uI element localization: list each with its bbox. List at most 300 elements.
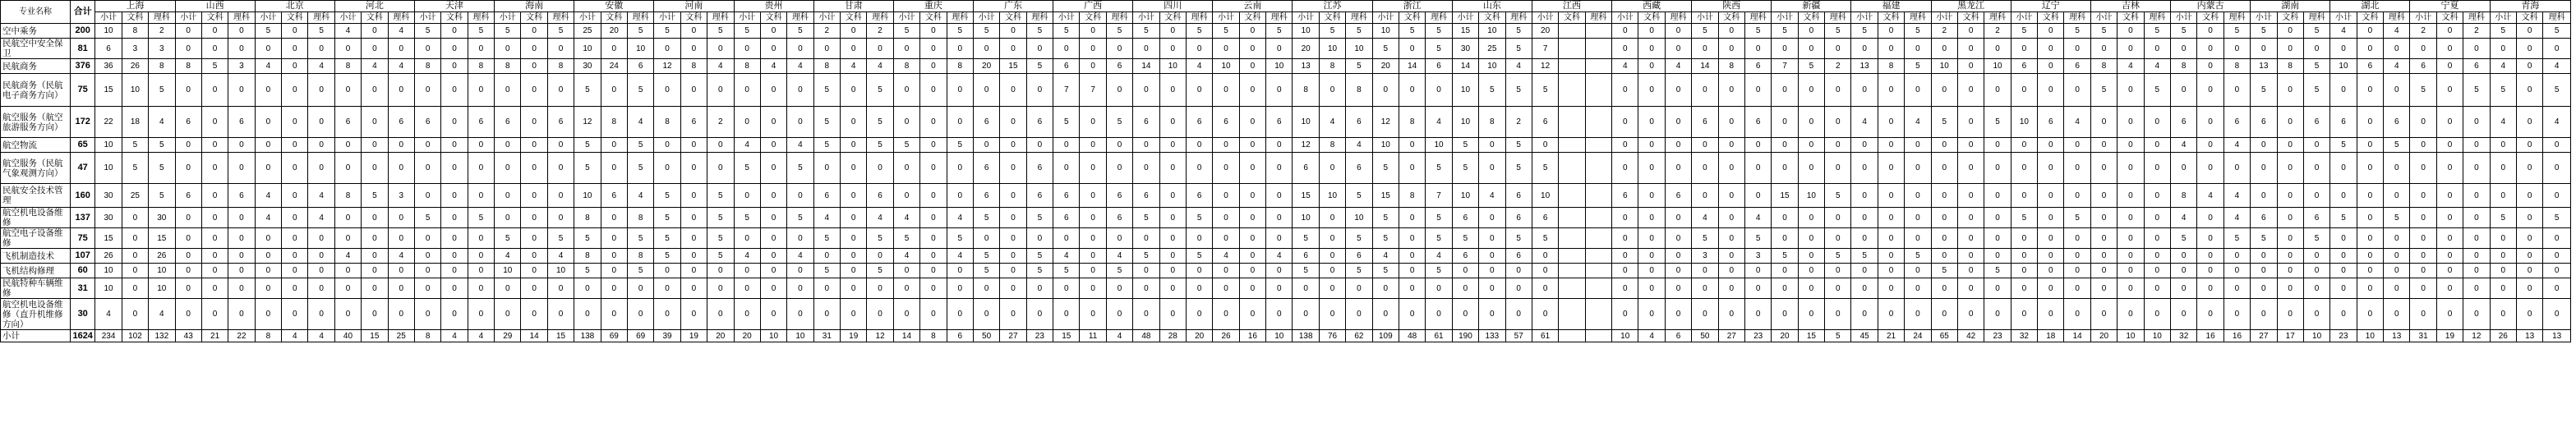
quota-cell: 8 <box>334 59 361 74</box>
quota-cell: 0 <box>468 249 494 264</box>
quota-cell: 0 <box>1159 107 1186 138</box>
quota-cell: 0 <box>201 278 228 299</box>
quota-cell <box>1559 59 1585 74</box>
quota-cell: 6 <box>1505 184 1532 208</box>
quota-cell: 0 <box>2197 264 2223 278</box>
quota-cell: 0 <box>893 153 919 184</box>
quota-cell: 5 <box>654 228 680 249</box>
quota-cell: 0 <box>2038 59 2064 74</box>
quota-cell: 5 <box>947 228 973 249</box>
quota-cell: 62 <box>1346 330 1372 342</box>
quota-cell: 5 <box>2303 59 2329 74</box>
quota-cell: 4 <box>2171 208 2197 228</box>
quota-cell: 4 <box>1186 59 1212 74</box>
quota-cell: 0 <box>1426 278 1452 299</box>
quota-cell: 2 <box>2463 24 2490 39</box>
quota-cell: 0 <box>2277 249 2303 264</box>
province-header: 安徽 <box>574 1 654 12</box>
quota-cell: 0 <box>2090 184 2117 208</box>
quota-cell: 5 <box>973 264 999 278</box>
subcolumn-header: 小计 <box>1293 12 1319 24</box>
quota-cell: 4 <box>1426 249 1452 264</box>
subcolumn-header: 文科 <box>441 12 468 24</box>
subcolumn-header: 理科 <box>2543 12 2571 24</box>
quota-cell: 0 <box>1878 208 1904 228</box>
quota-cell: 0 <box>1905 138 1931 153</box>
quota-cell: 0 <box>1159 138 1186 153</box>
quota-cell: 0 <box>2516 153 2542 184</box>
province-header: 天津 <box>414 1 494 12</box>
quota-cell: 0 <box>734 39 760 59</box>
subcolumn-header: 小计 <box>1851 12 1878 24</box>
quota-cell: 0 <box>2490 249 2516 264</box>
subcolumn-header: 小计 <box>2171 12 2197 24</box>
quota-cell: 0 <box>1718 39 1744 59</box>
quota-cell: 0 <box>2384 264 2410 278</box>
province-header: 山西 <box>175 1 255 12</box>
quota-cell: 0 <box>282 228 308 249</box>
quota-cell: 0 <box>1106 299 1132 330</box>
quota-cell: 0 <box>2463 228 2490 249</box>
quota-cell: 0 <box>2117 153 2144 184</box>
quota-cell: 0 <box>1931 39 1957 59</box>
quota-cell: 0 <box>2277 228 2303 249</box>
quota-cell: 5 <box>1346 24 1372 39</box>
quota-cell: 0 <box>2490 153 2516 184</box>
quota-cell: 0 <box>2011 39 2037 59</box>
quota-cell: 0 <box>601 39 627 59</box>
major-total: 65 <box>71 138 95 153</box>
major-total: 172 <box>71 107 95 138</box>
quota-cell: 0 <box>1239 299 1265 330</box>
quota-cell: 0 <box>2303 39 2329 59</box>
quota-cell: 0 <box>1665 138 1691 153</box>
quota-cell: 0 <box>760 208 786 228</box>
quota-cell: 0 <box>414 184 440 208</box>
quota-cell: 0 <box>2011 249 2037 264</box>
quota-cell: 0 <box>1798 39 1824 59</box>
quota-cell: 0 <box>1772 228 1798 249</box>
quota-cell: 0 <box>734 278 760 299</box>
quota-cell: 0 <box>282 107 308 138</box>
quota-cell: 5 <box>255 24 281 39</box>
quota-cell: 0 <box>1239 59 1265 74</box>
quota-cell: 0 <box>441 24 468 39</box>
quota-cell: 0 <box>707 153 734 184</box>
quota-cell: 5 <box>574 138 601 153</box>
quota-cell: 0 <box>2463 153 2490 184</box>
quota-cell: 0 <box>841 264 867 278</box>
quota-cell: 0 <box>468 138 494 153</box>
quota-cell: 5 <box>787 153 813 184</box>
quota-cell: 0 <box>1931 74 1957 107</box>
quota-cell: 8 <box>2090 59 2117 74</box>
quota-cell: 0 <box>1984 208 2011 228</box>
major-header: 专业名称 <box>1 1 71 24</box>
quota-cell: 0 <box>2543 299 2571 330</box>
quota-cell: 0 <box>2516 107 2542 138</box>
quota-cell: 0 <box>2543 138 2571 153</box>
quota-cell: 0 <box>2090 278 2117 299</box>
subtotal-row <box>1 330 2571 342</box>
quota-cell: 0 <box>521 107 547 138</box>
quota-cell: 0 <box>521 59 547 74</box>
quota-cell: 5 <box>201 59 228 74</box>
quota-cell: 0 <box>2410 208 2436 228</box>
quota-cell: 31 <box>813 330 840 342</box>
quota-cell: 0 <box>2011 184 2037 208</box>
quota-cell: 0 <box>2516 249 2542 264</box>
quota-cell: 5 <box>707 228 734 249</box>
quota-cell: 2 <box>149 24 175 39</box>
quota-cell: 0 <box>1080 153 1106 184</box>
quota-cell: 0 <box>2117 39 2144 59</box>
quota-cell: 0 <box>1505 299 1532 330</box>
quota-cell: 0 <box>2223 278 2250 299</box>
subcolumn-header: 小计 <box>495 12 521 24</box>
quota-cell: 0 <box>2490 39 2516 59</box>
quota-cell: 0 <box>2223 153 2250 184</box>
quota-cell: 5 <box>1452 153 1478 184</box>
quota-cell <box>1559 24 1585 39</box>
quota-cell: 5 <box>947 24 973 39</box>
quota-cell: 8 <box>893 59 919 74</box>
quota-cell: 69 <box>627 330 653 342</box>
quota-cell: 0 <box>947 184 973 208</box>
subcolumn-header: 小计 <box>414 12 440 24</box>
quota-cell: 0 <box>734 264 760 278</box>
quota-cell: 0 <box>1851 39 1878 59</box>
quota-cell: 0 <box>1053 299 1080 330</box>
subcolumn-header: 理科 <box>1744 12 1771 24</box>
quota-cell: 6 <box>1293 249 1319 264</box>
quota-cell: 42 <box>1957 330 1984 342</box>
quota-cell: 16 <box>1239 330 1265 342</box>
quota-cell: 0 <box>1984 138 2011 153</box>
quota-cell: 5 <box>2410 74 2436 107</box>
quota-cell: 5 <box>1532 228 1558 249</box>
quota-cell: 30 <box>149 208 175 228</box>
quota-cell: 0 <box>2330 74 2357 107</box>
quota-cell: 6 <box>1665 330 1691 342</box>
quota-cell: 5 <box>1293 264 1319 278</box>
quota-cell: 13 <box>2516 330 2542 342</box>
major-name: 飞机制造技术 <box>1 249 71 264</box>
quota-cell: 0 <box>308 74 334 107</box>
quota-cell: 0 <box>1665 299 1691 330</box>
quota-cell <box>1585 59 1611 74</box>
quota-cell: 4 <box>2490 59 2516 74</box>
quota-cell: 0 <box>947 299 973 330</box>
quota-cell: 4 <box>2384 24 2410 39</box>
quota-cell: 0 <box>1878 278 1904 299</box>
quota-cell: 5 <box>2543 74 2571 107</box>
quota-cell <box>1559 208 1585 228</box>
table-row <box>1 208 2571 228</box>
subcolumn-header: 小计 <box>255 12 281 24</box>
quota-cell: 0 <box>734 299 760 330</box>
quota-cell: 10 <box>627 39 653 59</box>
quota-cell: 8 <box>1718 59 1744 74</box>
quota-cell: 6 <box>1186 107 1212 138</box>
subcolumn-header: 文科 <box>1957 12 1984 24</box>
quota-cell: 0 <box>334 278 361 299</box>
quota-cell: 0 <box>2011 278 2037 299</box>
quota-cell: 0 <box>1744 39 1771 59</box>
quota-cell: 13 <box>1293 59 1319 74</box>
quota-cell: 0 <box>813 278 840 299</box>
quota-cell: 0 <box>867 249 893 264</box>
quota-cell: 0 <box>1957 39 1984 59</box>
quota-cell: 0 <box>388 153 414 184</box>
quota-cell: 0 <box>1957 153 1984 184</box>
major-name: 航空服务（民航气象观测方向） <box>1 153 71 184</box>
quota-cell: 4 <box>255 184 281 208</box>
quota-cell: 0 <box>441 278 468 299</box>
quota-cell: 0 <box>1718 249 1744 264</box>
quota-cell: 0 <box>1851 184 1878 208</box>
quota-cell: 0 <box>2436 59 2463 74</box>
quota-cell: 0 <box>2251 299 2277 330</box>
quota-cell: 6 <box>1186 184 1212 208</box>
quota-cell: 0 <box>1718 74 1744 107</box>
quota-cell: 4 <box>1851 107 1878 138</box>
quota-cell: 25 <box>574 24 601 39</box>
quota-cell: 0 <box>1479 249 1505 264</box>
quota-cell: 4 <box>334 24 361 39</box>
quota-cell: 20 <box>973 59 999 74</box>
quota-cell: 0 <box>920 249 947 264</box>
quota-cell <box>1559 138 1585 153</box>
quota-cell: 5 <box>1133 208 1159 228</box>
quota-cell: 133 <box>1479 330 1505 342</box>
quota-cell: 6 <box>1612 184 1638 208</box>
quota-cell: 10 <box>2011 107 2037 138</box>
quota-cell: 0 <box>1000 249 1026 264</box>
quota-cell: 0 <box>1479 299 1505 330</box>
quota-cell: 6 <box>1505 208 1532 228</box>
quota-cell: 7 <box>1426 184 1452 208</box>
quota-cell: 0 <box>1000 228 1026 249</box>
quota-cell: 0 <box>574 278 601 299</box>
quota-cell: 0 <box>1106 153 1132 184</box>
quota-cell: 0 <box>760 299 786 330</box>
quota-cell: 6 <box>175 107 201 138</box>
quota-cell: 0 <box>1851 264 1878 278</box>
quota-cell: 0 <box>1984 74 2011 107</box>
quota-cell: 0 <box>893 74 919 107</box>
quota-cell: 0 <box>441 59 468 74</box>
quota-cell: 5 <box>2011 208 2037 228</box>
quota-cell: 6 <box>680 107 707 138</box>
province-header: 福建 <box>1851 1 1931 12</box>
quota-cell: 0 <box>2357 208 2383 228</box>
quota-cell: 5 <box>1426 264 1452 278</box>
quota-cell: 0 <box>1772 264 1798 278</box>
quota-cell: 0 <box>2463 278 2490 299</box>
quota-cell: 5 <box>947 138 973 153</box>
quota-cell: 10 <box>95 24 122 39</box>
quota-cell: 0 <box>388 39 414 59</box>
quota-cell: 0 <box>867 278 893 299</box>
quota-cell: 0 <box>1612 249 1638 264</box>
quota-cell: 0 <box>1133 228 1159 249</box>
quota-cell: 4 <box>787 249 813 264</box>
major-total: 160 <box>71 184 95 208</box>
quota-cell: 0 <box>1372 278 1399 299</box>
quota-cell: 10 <box>2117 330 2144 342</box>
quota-cell: 0 <box>1957 24 1984 39</box>
quota-cell: 0 <box>441 39 468 59</box>
quota-cell: 0 <box>228 153 255 184</box>
quota-cell: 0 <box>1718 153 1744 184</box>
quota-cell: 15 <box>1798 330 1824 342</box>
quota-cell: 0 <box>175 208 201 228</box>
table-row <box>1 299 2571 330</box>
quota-cell: 0 <box>1638 299 1665 330</box>
subcolumn-header: 理科 <box>787 12 813 24</box>
quota-cell: 0 <box>2197 153 2223 184</box>
quota-cell: 6 <box>2303 208 2329 228</box>
quota-cell: 6 <box>334 107 361 138</box>
quota-cell: 0 <box>547 184 574 208</box>
quota-cell: 0 <box>308 299 334 330</box>
quota-cell: 4 <box>362 59 388 74</box>
quota-cell: 0 <box>2038 278 2064 299</box>
quota-cell: 0 <box>2090 39 2117 59</box>
quota-cell: 0 <box>1798 228 1824 249</box>
quota-cell: 0 <box>893 264 919 278</box>
subcolumn-header: 理科 <box>1984 12 2011 24</box>
quota-cell: 4 <box>841 59 867 74</box>
quota-cell: 0 <box>973 138 999 153</box>
quota-cell: 0 <box>2410 228 2436 249</box>
quota-cell: 0 <box>2463 184 2490 208</box>
quota-cell: 0 <box>2277 208 2303 228</box>
subcolumn-header: 文科 <box>920 12 947 24</box>
quota-cell: 0 <box>1772 39 1798 59</box>
quota-cell: 4 <box>2223 184 2250 208</box>
quota-cell: 0 <box>1878 138 1904 153</box>
quota-cell: 4 <box>1106 249 1132 264</box>
quota-cell: 0 <box>362 249 388 264</box>
quota-cell: 0 <box>228 228 255 249</box>
quota-cell: 0 <box>1878 228 1904 249</box>
quota-cell: 0 <box>2330 299 2357 330</box>
quota-cell: 28 <box>1159 330 1186 342</box>
quota-cell: 13 <box>2251 59 2277 74</box>
quota-cell: 0 <box>362 138 388 153</box>
quota-cell: 5 <box>1505 24 1532 39</box>
quota-cell: 0 <box>2357 228 2383 249</box>
quota-cell: 0 <box>947 264 973 278</box>
quota-cell: 0 <box>1798 107 1824 138</box>
quota-cell: 0 <box>388 278 414 299</box>
quota-cell: 0 <box>1957 249 1984 264</box>
quota-cell: 5 <box>2303 228 2329 249</box>
quota-cell: 0 <box>841 249 867 264</box>
quota-cell: 0 <box>1957 107 1984 138</box>
quota-cell: 6 <box>1346 249 1372 264</box>
quota-cell: 0 <box>468 299 494 330</box>
quota-cell: 0 <box>1957 278 1984 299</box>
quota-cell: 5 <box>867 264 893 278</box>
quota-cell <box>1585 24 1611 39</box>
quota-cell: 5 <box>1319 24 1345 39</box>
quota-cell: 0 <box>787 264 813 278</box>
quota-cell: 5 <box>2251 74 2277 107</box>
subcolumn-header: 小计 <box>1692 12 1718 24</box>
quota-cell: 0 <box>1825 208 1851 228</box>
quota-cell: 0 <box>2330 264 2357 278</box>
quota-cell: 0 <box>601 278 627 299</box>
quota-cell: 0 <box>1266 264 1293 278</box>
quota-cell: 4 <box>760 59 786 74</box>
quota-cell: 138 <box>1293 330 1319 342</box>
quota-cell: 6 <box>2038 107 2064 138</box>
quota-cell: 0 <box>1426 74 1452 107</box>
quota-cell: 36 <box>95 59 122 74</box>
quota-cell: 0 <box>1931 138 1957 153</box>
quota-cell: 0 <box>1718 278 1744 299</box>
quota-cell: 0 <box>334 208 361 228</box>
quota-cell: 0 <box>1638 228 1665 249</box>
quota-cell: 0 <box>2516 299 2542 330</box>
quota-cell: 0 <box>627 278 653 299</box>
quota-cell: 4 <box>2144 59 2170 74</box>
quota-cell: 0 <box>2090 228 2117 249</box>
quota-cell: 4 <box>893 249 919 264</box>
quota-cell: 0 <box>1106 39 1132 59</box>
quota-cell: 0 <box>1878 249 1904 264</box>
quota-cell: 0 <box>707 264 734 278</box>
quota-cell: 0 <box>1505 264 1532 278</box>
quota-cell: 0 <box>787 278 813 299</box>
quota-cell: 0 <box>1692 264 1718 278</box>
quota-cell: 5 <box>654 184 680 208</box>
quota-cell: 0 <box>1905 228 1931 249</box>
quota-cell: 0 <box>1851 228 1878 249</box>
quota-cell: 0 <box>2064 184 2090 208</box>
quota-cell: 0 <box>1053 39 1080 59</box>
quota-cell: 8 <box>255 330 281 342</box>
quota-cell: 0 <box>1957 299 1984 330</box>
quota-cell: 29 <box>495 330 521 342</box>
total-header: 合计 <box>71 1 95 24</box>
quota-cell: 0 <box>1744 278 1771 299</box>
quota-cell: 5 <box>813 107 840 138</box>
quota-cell: 4 <box>1744 208 1771 228</box>
quota-cell: 4 <box>255 208 281 228</box>
quota-cell: 0 <box>2251 153 2277 184</box>
quota-cell: 5 <box>1505 153 1532 184</box>
major-total: 30 <box>71 299 95 330</box>
quota-cell: 8 <box>1399 184 1426 208</box>
quota-cell: 0 <box>2277 153 2303 184</box>
quota-cell: 0 <box>1665 107 1691 138</box>
subcolumn-header: 理科 <box>2223 12 2250 24</box>
quota-cell: 5 <box>787 208 813 228</box>
subcolumn-header: 理科 <box>2384 12 2410 24</box>
quota-cell: 0 <box>547 278 574 299</box>
quota-cell: 10 <box>1452 74 1478 107</box>
quota-cell: 0 <box>1213 39 1239 59</box>
quota-cell: 5 <box>2490 74 2516 107</box>
quota-cell: 0 <box>2357 278 2383 299</box>
quota-cell: 0 <box>2277 264 2303 278</box>
quota-cell: 0 <box>1825 153 1851 184</box>
quota-cell: 0 <box>1133 278 1159 299</box>
